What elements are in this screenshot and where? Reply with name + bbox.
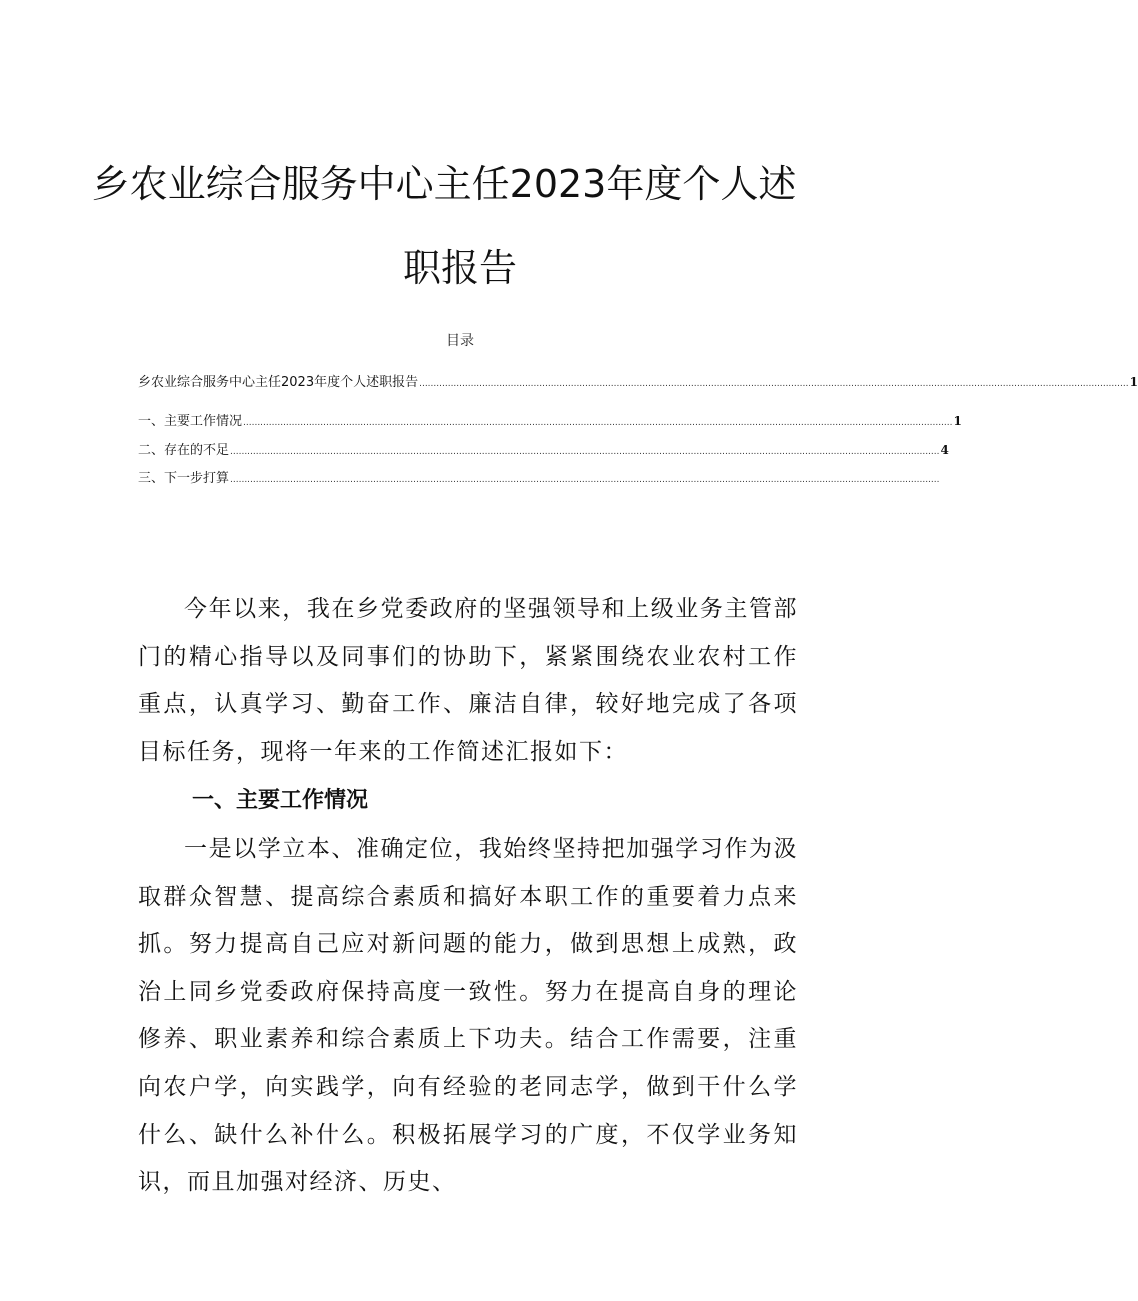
toc-entry-page: 1: [1129, 375, 1138, 389]
body-paragraph: 一是以学立本、准确定位，我始终坚持把加强学习作为汲取群众智慧、提高综合素质和搞好本职工作的重要着力点来抓。努力提高自己应对新问题的能力，做到思想上成熟，政治上同乡党委政府保持高度一致性。努力在提高自身的理论修养、职业素养和综合素质上下功夫。结合工作需要，注重向农户学，向实践学，向有经验的老同志学，做到干什么学什么、缺什么补什么。积极拓展学习的广度，不仅学业务知识，而且加强对经济、历史、: [138, 836, 798, 1196]
toc-entry-page: 1: [953, 414, 962, 428]
document-title-line2: 职报告: [402, 246, 517, 290]
toc-entry[interactable]: [138, 372, 1138, 394]
toc-entry-label: 乡农业综合服务中心主任2023年度个人述职报告: [138, 375, 419, 390]
toc-heading: 目录: [446, 333, 474, 349]
toc-entry[interactable]: [138, 469, 940, 490]
toc-leader-dots: ........................................................................................................................................................................................................................................................: [230, 475, 940, 485]
toc-entry-label: 一、主要工作情况: [138, 414, 243, 429]
toc-leader-dots: ........................................................................................................................................................................................................................................................: [230, 447, 940, 457]
section-heading: 一、主要工作情况: [192, 788, 369, 813]
toc-entry[interactable]: [138, 440, 949, 462]
intro-paragraph: 今年以来，我在乡党委政府的坚强领导和上级业务主管部门的精心指导以及同事们的协助下，紧紧围绕农业农村工作重点，认真学习、勤奋工作、廉洁自律，较好地完成了各项目标任务，现将一年来的工作简述汇报如下：: [138, 596, 798, 765]
document-title-line1: 乡农业综合服务中心主任2023年度个人述: [91, 162, 797, 206]
toc-entry-label: 三、下一步打算: [138, 471, 230, 486]
toc-leader-dots: ........................................................................................................................................................................................................................................................: [419, 379, 1129, 389]
toc-entry[interactable]: [138, 411, 962, 433]
toc-entry-page: 4: [940, 443, 949, 457]
toc-leader-dots: ........................................................................................................................................................................................................................................................: [243, 418, 953, 428]
toc-entry-label: 二、存在的不足: [138, 443, 230, 458]
